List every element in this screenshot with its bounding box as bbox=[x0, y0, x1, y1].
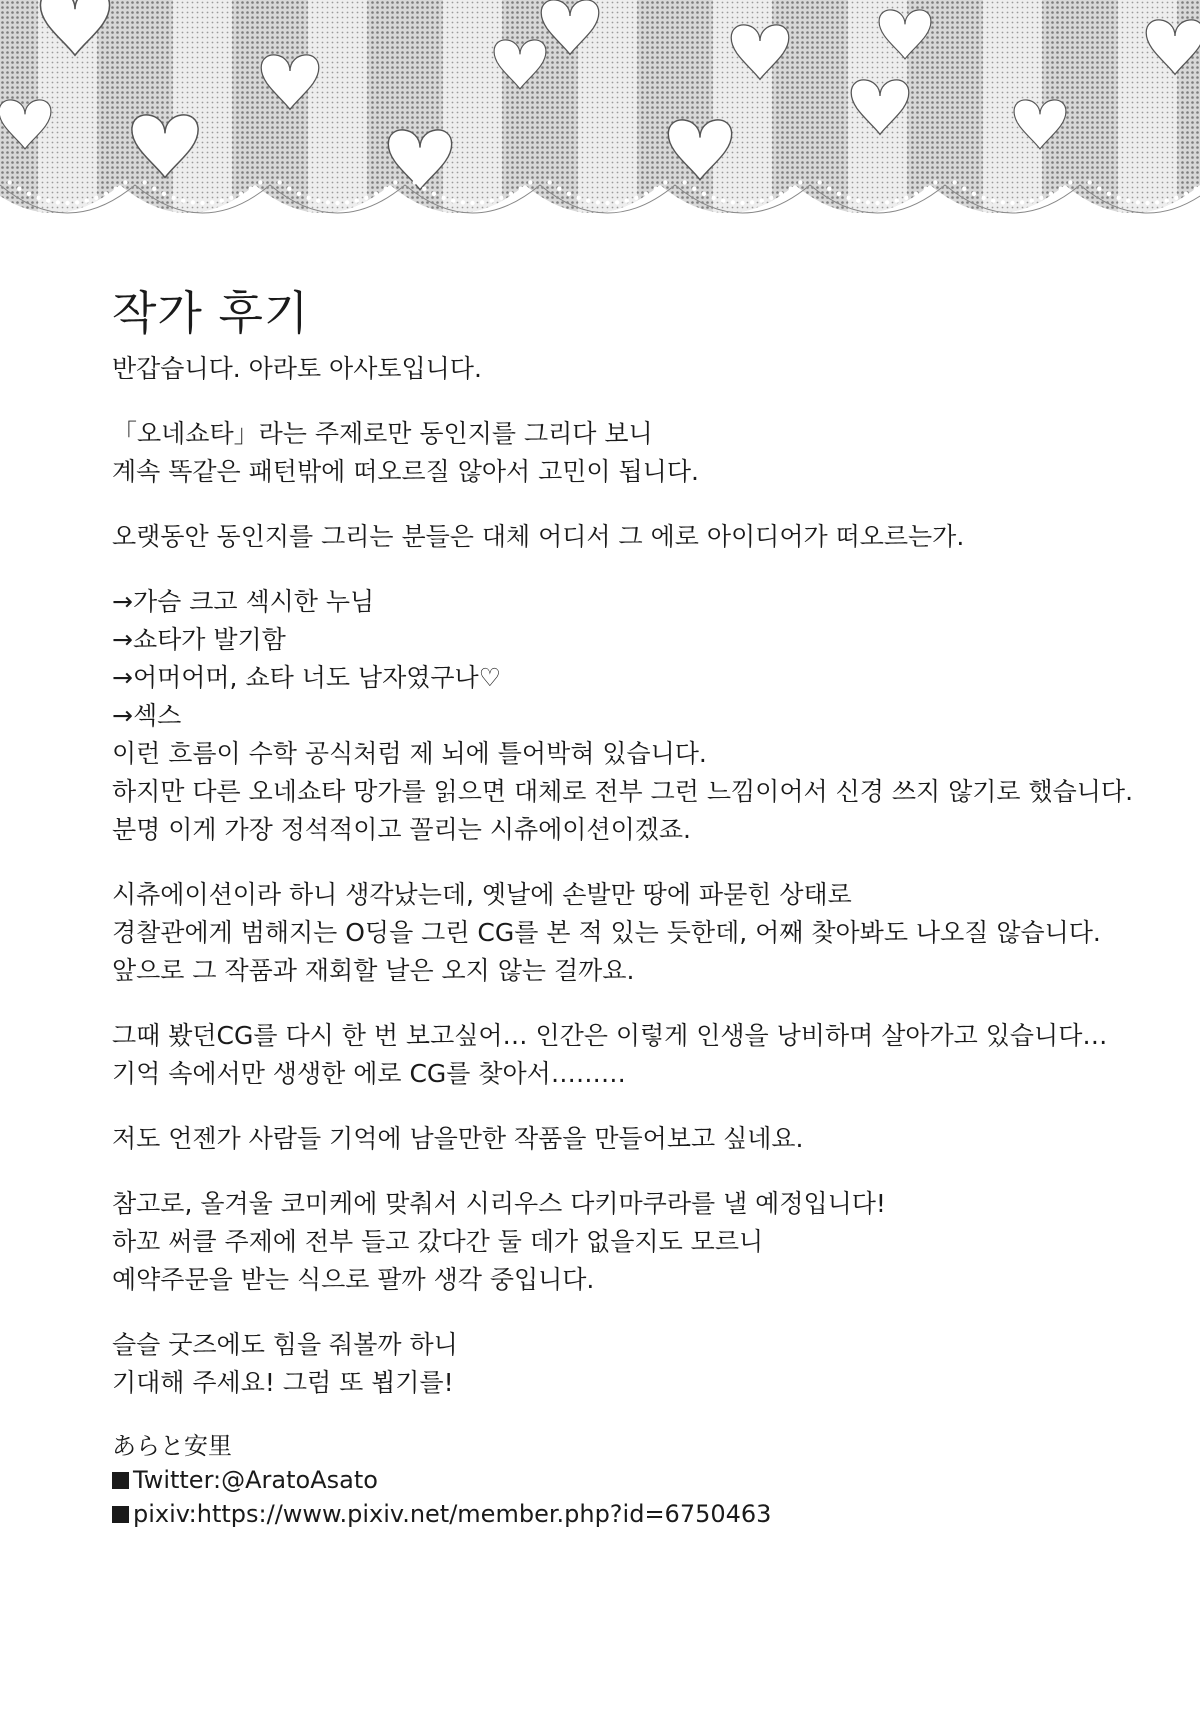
text-line: 저도 언젠가 사람들 기억에 남을만한 작품을 만들어보고 싶네요. bbox=[112, 1124, 804, 1153]
square-bullet-icon bbox=[112, 1506, 129, 1523]
paragraph bbox=[112, 350, 1112, 388]
afterword-content bbox=[112, 278, 1134, 1531]
text-line: 하지만 다른 오네쇼타 망가를 읽으면 대체로 전부 그런 느낌이어서 신경 쓰지 않기로 했습니다. bbox=[112, 777, 1134, 806]
paragraph bbox=[112, 1017, 1112, 1093]
twitter-line bbox=[112, 1463, 1112, 1497]
paragraph bbox=[112, 876, 1112, 990]
text-line: 계속 똑같은 패턴밖에 떠오르질 않아서 고민이 됩니다. bbox=[112, 457, 699, 486]
text-line: 기대해 주세요! 그럼 또 뵙기를! bbox=[112, 1368, 454, 1397]
text-line: 슬슬 굿즈에도 힘을 줘볼까 하니 bbox=[112, 1330, 458, 1359]
paragraph bbox=[112, 415, 1112, 491]
text-line: 시츄에이션이라 하니 생각났는데, 옛날에 손발만 땅에 파묻힌 상태로 bbox=[112, 880, 852, 909]
pixiv-line bbox=[112, 1497, 1112, 1531]
text-line: 기억 속에서만 생생한 에로 CG를 찾아서……… bbox=[112, 1059, 626, 1088]
text-line: →가슴 크고 섹시한 누님 bbox=[112, 587, 375, 616]
text-line: 하꼬 써클 주제에 전부 들고 갔다간 둘 데가 없을지도 모르니 bbox=[112, 1227, 764, 1256]
author-name: あらと安里 bbox=[112, 1432, 232, 1460]
twitter-handle: Twitter:@AratoAsato bbox=[133, 1466, 378, 1494]
author-signature bbox=[112, 1429, 1112, 1531]
text-line: →쇼타가 발기함 bbox=[112, 625, 286, 654]
text-line: 예약주문을 받는 식으로 팔까 생각 중입니다. bbox=[112, 1265, 595, 1294]
square-bullet-icon bbox=[112, 1472, 129, 1489]
text-line: 경찰관에게 범해지는 O딩을 그린 CG를 본 적 있는 듯한데, 어째 찾아봐도 나오질 않습니다. bbox=[112, 918, 1101, 947]
pixiv-link: pixiv:https://www.pixiv.net/member.php?id=6750463 bbox=[133, 1500, 772, 1528]
text-line: 반갑습니다. 아라토 아사토입니다. bbox=[112, 354, 482, 383]
paragraph bbox=[112, 1326, 1112, 1402]
paragraph bbox=[112, 1185, 1112, 1299]
text-line: 분명 이게 가장 정석적이고 꼴리는 시츄에이션이겠죠. bbox=[112, 815, 691, 844]
text-line: 오랫동안 동인지를 그리는 분들은 대체 어디서 그 에로 아이디어가 떠오르는가. bbox=[112, 522, 965, 551]
text-line: →섹스 bbox=[112, 701, 182, 730]
text-line: 참고로, 올겨울 코미케에 맞춰서 시리우스 다키마쿠라를 낼 예정입니다! bbox=[112, 1189, 886, 1218]
text-line: 「오네쇼타」라는 주제로만 동인지를 그리다 보니 bbox=[112, 419, 653, 448]
text-line: 앞으로 그 작품과 재회할 날은 오지 않는 걸까요. bbox=[112, 956, 635, 985]
paragraph bbox=[112, 518, 1112, 556]
text-line: 그때 봤던CG를 다시 한 번 보고싶어… 인간은 이렇게 인생을 낭비하며 살아가고 있습니다… bbox=[112, 1021, 1108, 1050]
afterword-body bbox=[112, 350, 1134, 1402]
decorative-curtain-banner bbox=[0, 0, 1200, 240]
text-line: 이런 흐름이 수학 공식처럼 제 뇌에 틀어박혀 있습니다. bbox=[112, 739, 707, 768]
paragraph bbox=[112, 583, 1134, 849]
page-title: 작가 후기 bbox=[112, 286, 310, 340]
paragraph bbox=[112, 1120, 1112, 1158]
text-line: →어머어머, 쇼타 너도 남자였구나♡ bbox=[112, 663, 502, 692]
